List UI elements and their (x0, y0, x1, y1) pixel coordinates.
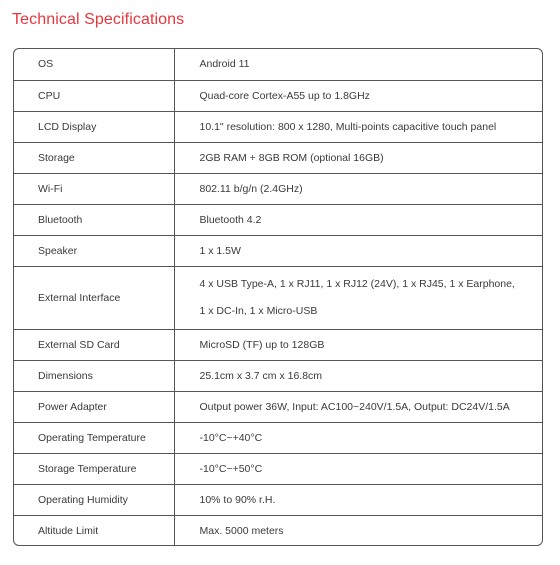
spec-value: 1 x 1.5W (174, 235, 542, 266)
spec-row-external-sd-card (14, 329, 542, 360)
spec-row-os (14, 49, 542, 80)
page-title: Technical Specifications (12, 11, 185, 28)
spec-row-operating-temperature (14, 422, 542, 453)
spec-label: Bluetooth (14, 204, 174, 235)
spec-value (174, 266, 542, 329)
spec-value-line: 4 x USB Type-A, 1 x RJ11, 1 x RJ12 (24V), 1 x RJ45, 1 x Earphone, (199, 278, 515, 290)
spec-label: LCD Display (14, 111, 174, 142)
spec-label: Dimensions (14, 360, 174, 391)
spec-value: 10% to 90% r.H. (174, 484, 542, 515)
spec-value: 802.11 b/g/n (2.4GHz) (174, 173, 542, 204)
spec-row-dimensions (14, 360, 542, 391)
spec-label: Altitude Limit (14, 515, 174, 546)
spec-label: CPU (14, 80, 174, 111)
spec-row-storage-temperature (14, 453, 542, 484)
spec-value: 25.1cm x 3.7 cm x 16.8cm (174, 360, 542, 391)
spec-label: Operating Humidity (14, 484, 174, 515)
spec-value: 2GB RAM + 8GB ROM (optional 16GB) (174, 142, 542, 173)
spec-row-storage (14, 142, 542, 173)
spec-value: Max. 5000 meters (199, 524, 284, 537)
spec-row-wifi (14, 173, 542, 204)
spec-label: Storage (14, 142, 174, 173)
spec-value: Output power 36W, Input: AC100~240V/1.5A, Output: DC24V/1.5A (174, 391, 542, 422)
spec-table (14, 49, 542, 546)
spec-label: Operating Temperature (14, 422, 174, 453)
spec-label: Power Adapter (14, 391, 174, 422)
spec-row-cpu (14, 80, 542, 111)
spec-value: Bluetooth 4.2 (174, 204, 542, 235)
spec-value: Quad-core Cortex-A55 up to 1.8GHz (174, 80, 542, 111)
spec-label: External Interface (14, 266, 174, 329)
spec-label: External SD Card (14, 329, 174, 360)
spec-value: MicroSD (TF) up to 128GB (174, 329, 542, 360)
spec-value-line: 1 x DC-In, 1 x Micro-USB (199, 305, 318, 317)
spec-value: -10°C~+40°C (174, 422, 542, 453)
spec-row-lcd-display (14, 111, 542, 142)
spec-row-bluetooth (14, 204, 542, 235)
spec-value: Android 11 (174, 49, 542, 80)
spec-label: OS (14, 49, 174, 80)
spec-value: -10°C~+50°C (174, 453, 542, 484)
spec-value: 10.1" resolution: 800 x 1280, Multi-points capacitive touch panel (174, 111, 542, 142)
spec-row-power-adapter (14, 391, 542, 422)
spec-label: Wi-Fi (14, 173, 174, 204)
spec-label: Speaker (14, 235, 174, 266)
spec-table-container (13, 48, 543, 546)
spec-row-speaker (14, 235, 542, 266)
spec-row-altitude-limit (14, 515, 542, 546)
spec-row-operating-humidity (14, 484, 542, 515)
spec-label: Storage Temperature (14, 453, 174, 484)
spec-row-external-interface (14, 266, 542, 329)
